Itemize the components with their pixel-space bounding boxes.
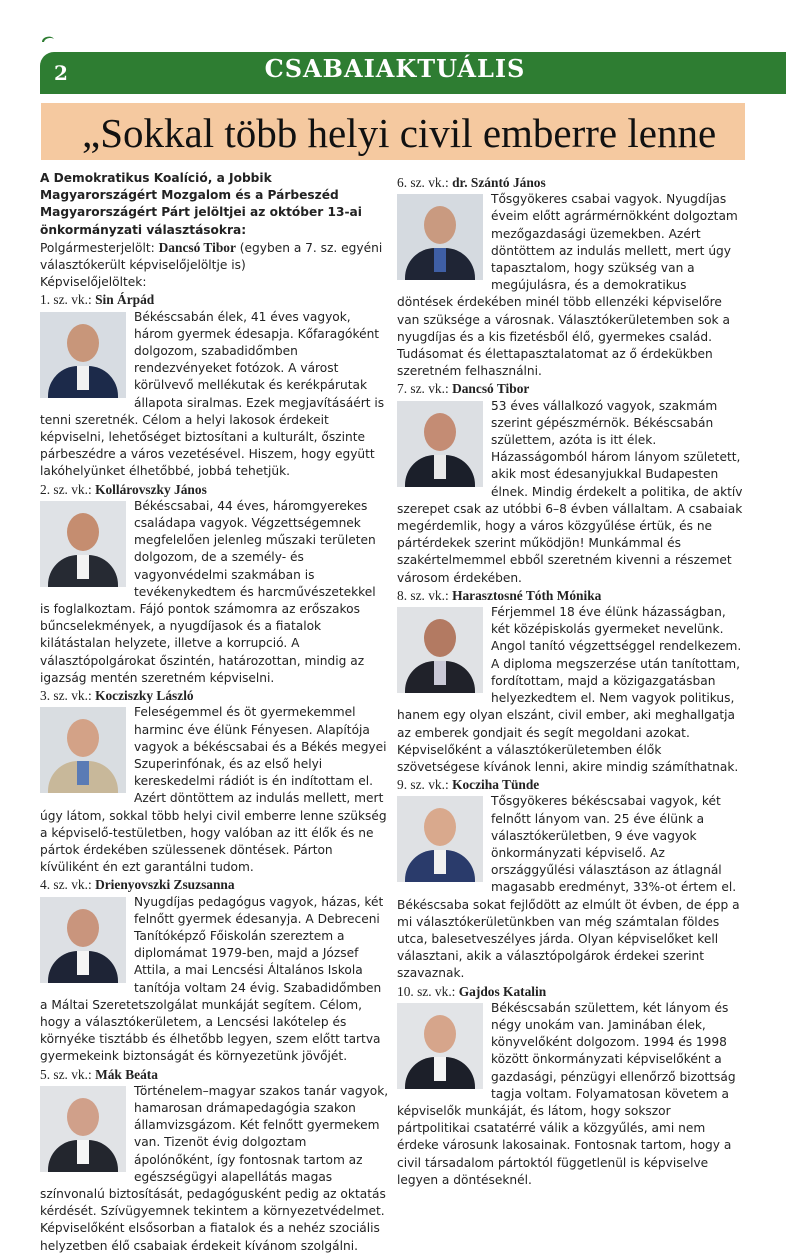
candidate-bio: Békéscsabai, 44 éves, háromgyerekes családapa vagyok. Végzettségemnek megfelelően jelenleg műszaki területen dolgozom, de a személy- és vagyonvédelmi szakmában is tevékenykedtem és harcművészetekkel is foglalkoztam. Fájó pontok számomra az erőszakos bűncselekmények, a nyugdíjasok és a fiatalok kilátástalan helyzete, illetve a korrupció. A választópolgárokat őszintén, határozottan, mindig az igazság mentén szeretném képviselni. bbox=[40, 498, 376, 685]
candidate-name: Sin Árpád bbox=[95, 292, 155, 308]
candidate-bio: Nyugdíjas pedagógus vagyok, házas, két felnőtt gyermek édesanyja. A Debreceni Tanítóképző Főiskolán szereztem a diplomámat 1979-ben, majd a József Attila, a mai Lencsési Általános Iskola tanítója voltam 24 évig. Szabadidőmben a Máltai Szeretetszolgálat munkáját segítem. Célom, hogy a választókerületem, a Lencsési lakótelep és környéke tisztább és élhetőbb legyen, szem előtt tartva gyermekeink biztonságát és környezetünk jövőjét. bbox=[40, 894, 384, 1064]
candidate-district: 9. sz. vk.: bbox=[397, 777, 449, 793]
candidate-heading bbox=[397, 380, 746, 397]
candidate-heading bbox=[397, 174, 746, 191]
candidates-label: Képviselőjelöltek: bbox=[40, 275, 147, 290]
mayor-line bbox=[40, 239, 389, 274]
candidate-name: Dancsó Tibor bbox=[452, 381, 530, 397]
candidate-district: 7. sz. vk.: bbox=[397, 381, 449, 397]
candidate-district: 2. sz. vk.: bbox=[40, 481, 92, 497]
masthead-prefix: CSABAI bbox=[264, 54, 376, 83]
article-title: „Sokkal több helyi civil emberre lenne bbox=[82, 110, 717, 156]
candidate-district: 10. sz. vk.: bbox=[397, 983, 456, 999]
intro-lead: A Demokratikus Koalíció, a Jobbik Magyarországért Mozgalom és a Párbeszéd Magyarországért Párt jelöltjei az október 13-ai önkormányzati választásokra: bbox=[40, 171, 362, 237]
candidate-name: Mák Beáta bbox=[95, 1066, 158, 1082]
swirl-logo-icon bbox=[40, 34, 56, 46]
candidate-name: dr. Szántó János bbox=[452, 175, 546, 190]
masthead bbox=[230, 54, 560, 84]
candidate-district: 6. sz. vk.: bbox=[397, 175, 449, 190]
mayor-name: Dancsó Tibor bbox=[158, 239, 236, 255]
candidate-bio: Feleségemmel és öt gyermekemmel harminc éve élünk Fényesen. Alapítója vagyok a békéscsabai és a Békés megyei Szuperinfónak, és az első helyi kereskedelmi rádiót is én indítottam el. Azért döntöttem az indulás mellett, mert úgy látom, sokkal több helyi civil emberre lenne szükség a képviselő-testületben, hogy valóban az itt élők és ne pártok érdekében szülessenek döntések. Párton kívüliként én ezt garantálni tudom. bbox=[40, 705, 387, 875]
candidate-heading bbox=[397, 587, 746, 604]
candidate-district: 3. sz. vk.: bbox=[40, 688, 92, 704]
candidate-photo bbox=[397, 796, 483, 882]
candidate-district: 8. sz. vk.: bbox=[397, 587, 449, 603]
candidate-bio: 53 éves vállalkozó vagyok, szakmám szerint gépészmérnök. Békéscsabán születtem, azóta is itt élek. Házasságomból három lányom született, akik most édesanyjukkal Budapesten élnek. Mindig érdekelt a politika, de aktív szerepet csak az utóbbi 6–8 évben vállaltam. A csabaiak megérdemlik, hogy a város közgyűlése értük, és ne pártérdekek szerint működjön! Munkámmal és szakértelmemmel ebből szeretném kivenni a részemet városom érdekében. bbox=[397, 398, 743, 585]
candidate-name: Kocziha Tünde bbox=[452, 777, 540, 793]
candidate-photo bbox=[40, 707, 126, 793]
candidate-district: 1. sz. vk.: bbox=[40, 292, 92, 308]
candidate-photo bbox=[40, 312, 126, 398]
candidate-photo bbox=[397, 194, 483, 280]
candidate-district: 4. sz. vk.: bbox=[40, 877, 92, 893]
candidate-photo bbox=[397, 401, 483, 487]
candidate-heading bbox=[40, 481, 389, 498]
left-column bbox=[40, 170, 389, 1255]
candidate-heading bbox=[397, 776, 746, 793]
page-number: 2 bbox=[54, 61, 68, 85]
candidate-photo bbox=[397, 607, 483, 693]
candidate-heading bbox=[40, 1066, 389, 1083]
candidate-photo bbox=[40, 1086, 126, 1172]
candidate-heading bbox=[40, 291, 389, 308]
candidate-bio: Tősgyökeres csabai vagyok. Nyugdíjas éveim előtt agrármérnökként dolgoztam mezőgazdasági üzemekben. Azért döntöttem az indulás mellett, mert úgy tapasztalom, hogy szükség van a megújulásra, és a demokratikus döntések érdekében minél több ellenzéki képviselőre van szüksége a városnak. Választókerületemben sok a nyugdíjas és a kis fizetésből élő, gyermekes család. Tudásomat és élettapasztalatomat az ő érdekükben szeretném felhasználni. bbox=[397, 192, 738, 379]
candidate-name: Kocziszky László bbox=[95, 688, 194, 704]
mayor-prefix: Polgármesterjelölt: bbox=[40, 240, 159, 255]
candidate-district: 5. sz. vk.: bbox=[40, 1066, 92, 1082]
candidate-name: Gajdos Katalin bbox=[458, 983, 547, 999]
candidate-bio: Békéscsabán élek, 41 éves vagyok, három gyermek édesapja. Kőfaragóként dolgozom, szabadidőmben rendezvényeket fotózok. A várost körülvevő mellékutak és kerékpárutak állapota siralmas. Ezek megjavításáért is tenni szeretnék. Célom a helyi lakosok érdekeit képviselni, lehetőséget biztosítani a kulturált, őszinte párbeszédre a város vezetésével. Hiszem, hogy együtt lakóhelyünket élhetőbbé, jobbá tehetjük. bbox=[40, 309, 385, 479]
candidate-heading bbox=[40, 687, 389, 704]
candidate-name: Harasztosné Tóth Mónika bbox=[452, 587, 602, 603]
masthead-main: AKTUÁLIS bbox=[375, 54, 526, 83]
candidate-bio: Történelem–magyar szakos tanár vagyok, hamarosan drámapedagógia szakon államvizsgázom. Két felnőtt gyermekem van. Tizenöt évig dolgoztam ápolónőként, így fontosnak tartom az egészségügyi alapellátás magas színvonalú biztosítását, pedagógusként pedig az oktatás kérdését. Szívügyemnek tekintem a környezetvédelmet. Képviselőként elsősorban a fiatalok és a nehéz szociális helyzetben élő csabaiak érdekeit kívánom szolgálni. bbox=[40, 1083, 389, 1253]
candidate-bio: Férjemmel 18 éve élünk házasságban, két középiskolás gyermeket nevelünk. Angol tanító végzettséggel rendelkezem. A diploma megszerzése után tanítottam, fordítottam, majd a közigazgatásban helyezkedtem el. Nem vagyok politikus, hanem egy olyan elszánt, civil ember, aki meghallgatja az emberek gondjait és segít megoldani azokat. Képviselőként a választókerületemben élők szövetségese kívánok lenni, akire mindig számíthatnak. bbox=[397, 605, 742, 774]
candidate-name: Kollárovszky János bbox=[95, 481, 207, 497]
candidate-bio: Békéscsabán születtem, két lányom és négy unokám van. Jaminában élek, könyvelőként dolgozom. 1994 és 1998 között önkormányzati képviselőként a gazdasági, pénzügyi ellenőrző bizottság tagja voltam. Folyamatosan követem a képviselők munkáját, és látom, hogy sokszor pártpolitikai csatatérré válik a közgyűlés, ami nem érdeke városunk lakosainak. Fontosnak tartom, hogy a civil társadalom pártoktól függetlenül is képviselve legyen a döntéseknél. bbox=[397, 1000, 736, 1187]
candidate-heading bbox=[40, 876, 389, 893]
candidate-photo bbox=[40, 897, 126, 983]
mayor-suffix: (egyben a 7. sz. egyéni választókerült képviselőjelöltje is) bbox=[40, 240, 383, 273]
candidate-name: Drienyovszki Zsuzsanna bbox=[95, 877, 235, 893]
candidate-bio: Tősgyökeres békéscsabai vagyok, két felnőtt lányom van. 25 éve élünk a választókerületben, 9 éve vagyok önkormányzati képviselő. Az országgyűlési választáson az átlagnál magasabb eredményt, 33%-ot értem el. Békéscsaba sokat fejlődött az elmúlt öt évben, de épp a mi választókerületünkben van még számtalan földes utca, balesetveszélyes járda. Olyan képviselőket kell választani, akik a választópolgárok érdekei szerint szavaznak. bbox=[397, 794, 740, 981]
right-column bbox=[397, 174, 746, 1189]
candidate-photo bbox=[397, 1003, 483, 1089]
candidate-photo bbox=[40, 501, 126, 587]
candidate-heading bbox=[397, 983, 746, 1000]
